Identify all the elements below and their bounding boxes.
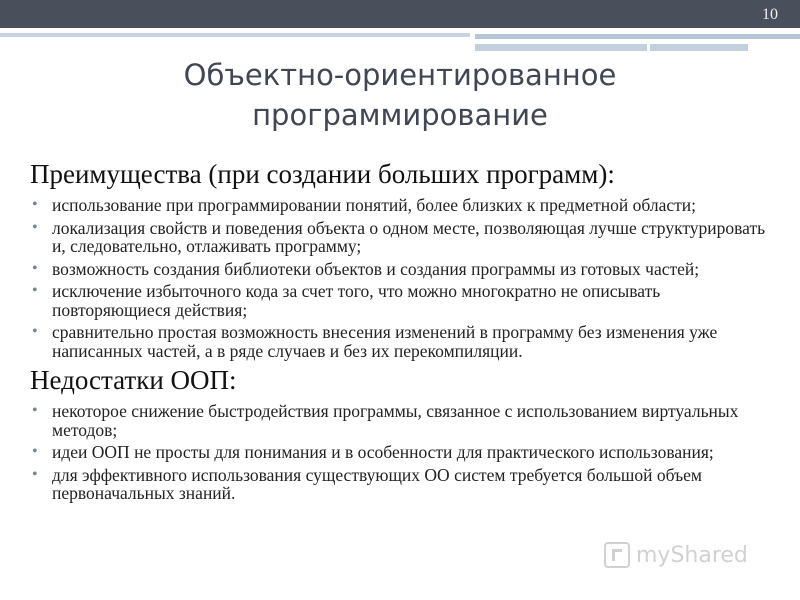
watermark-logo-icon	[604, 542, 630, 568]
list-item: • идеи ООП не просты для понимания и в особенности для практического использования;	[30, 443, 780, 462]
accent-stripe	[475, 44, 647, 51]
disadvantages-heading: Недостатки ООП:	[30, 365, 237, 395]
slide-title-line-2: программирование	[252, 98, 548, 132]
disadvantages-list	[30, 402, 780, 503]
list-item: • возможность создания библиотеки объектов и создания программы из готовых частей;	[30, 260, 780, 279]
slide-number: 10	[762, 6, 778, 23]
list-item: • использование при программировании понятий, более близких к предметной области;	[30, 196, 780, 215]
list-item: • локализация свойств и поведения объекта о одном месте, позволяющая лучше структурировать и, следовательно, отлаживать программу;	[30, 219, 780, 256]
watermark-text: myShared	[636, 542, 748, 568]
accent-stripe	[0, 33, 470, 37]
accent-stripe	[650, 44, 748, 51]
advantages-heading: Преимущества (при создании больших программ):	[30, 159, 615, 189]
accent-stripe	[475, 34, 800, 39]
slide-content	[30, 158, 780, 507]
list-item: • некоторое снижение быстродействия программы, связанное с использованием виртуальных методов;	[30, 402, 780, 439]
list-item: • исключение избыточного кода за счет того, что можно многократно не описывать повторяющиеся действия;	[30, 282, 780, 319]
slide-title	[0, 55, 800, 135]
slide-title-line-1: Объектно-ориентированное	[183, 58, 617, 92]
top-bar	[0, 0, 800, 28]
watermark	[604, 542, 748, 568]
list-item: • сравнительно простая возможность внесения изменений в программу без изменения уже написанных частей, а в ряде случаев и без их перекомпиляции.	[30, 323, 780, 360]
advantages-list	[30, 196, 780, 360]
list-item: • для эффективного использования существующих ОО систем требуется большой объем первоначальных знаний.	[30, 466, 780, 503]
